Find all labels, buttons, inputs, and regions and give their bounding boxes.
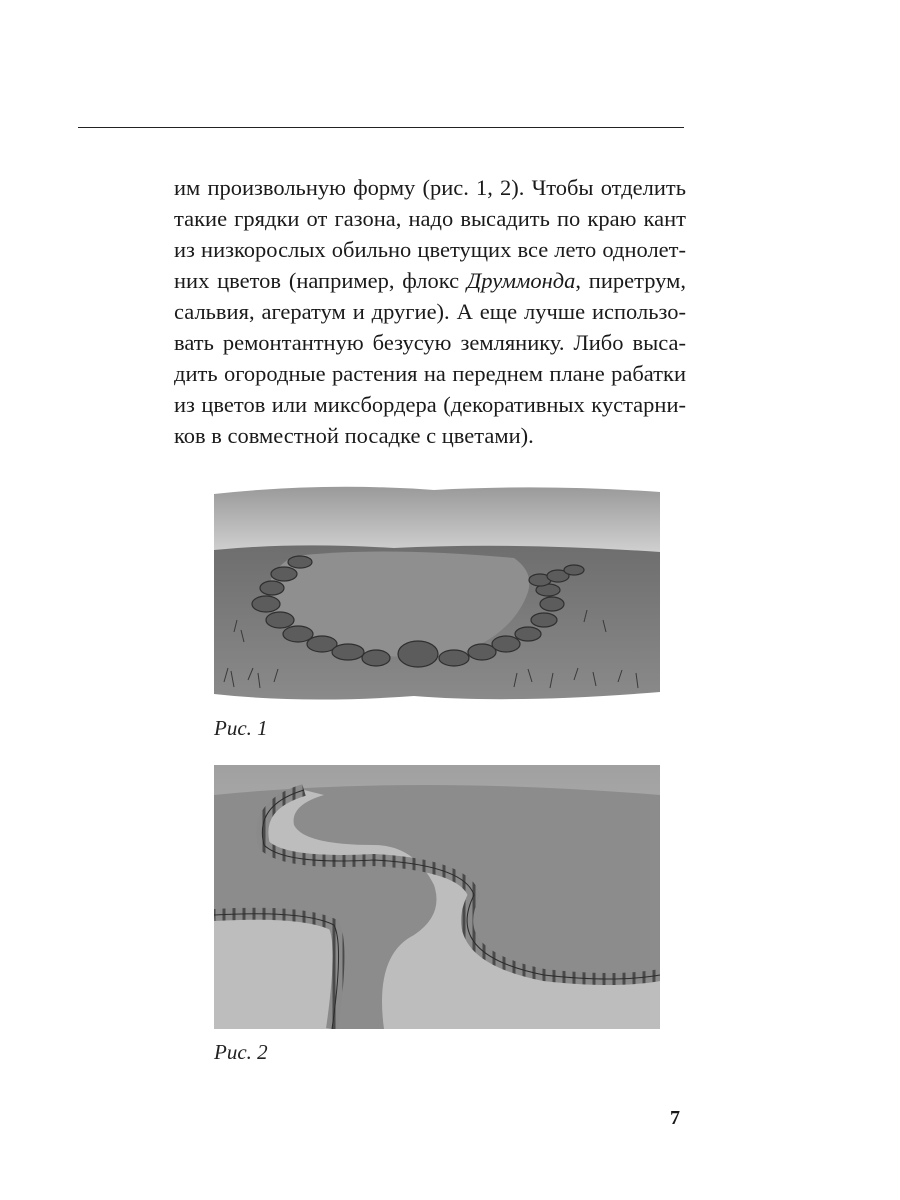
- text-line: ков в совместной посадке с цветами).: [174, 423, 534, 448]
- italic-term: Друммонда: [466, 268, 576, 293]
- header-rule: [78, 127, 684, 128]
- text-line: из цветов или миксбордера (декоративных кустарни-: [174, 392, 686, 417]
- text-line: из низкорослых обильно цветущих все лето однолет-: [174, 237, 686, 262]
- text-line: вать ремонтантную безусую землянику. Либо выса-: [174, 330, 686, 355]
- text-line: сальвия, агератум и другие). А еще лучше использо-: [174, 299, 686, 324]
- figure-2-caption: Рис. 2: [214, 1040, 268, 1064]
- stone-border-drawing: [214, 482, 660, 708]
- figure-1-caption: Рис. 1: [214, 716, 268, 740]
- page-number: 7: [670, 1107, 680, 1129]
- text-line: им произвольную форму (рис. 1, 2). Чтобы отделить: [174, 175, 686, 200]
- figure-1-illustration: [214, 482, 660, 708]
- text-run: , пиретрум,: [575, 268, 686, 293]
- text-line: [174, 265, 686, 296]
- figure-2-illustration: [214, 765, 660, 1029]
- body-paragraph: [174, 172, 686, 451]
- text-run: них цветов (например, флокс: [174, 268, 467, 293]
- text-line: дить огородные растения на переднем плане рабатки: [174, 361, 686, 386]
- text-line: такие грядки от газона, надо высадить по краю кант: [174, 206, 686, 231]
- brick-path-drawing: [214, 765, 660, 1029]
